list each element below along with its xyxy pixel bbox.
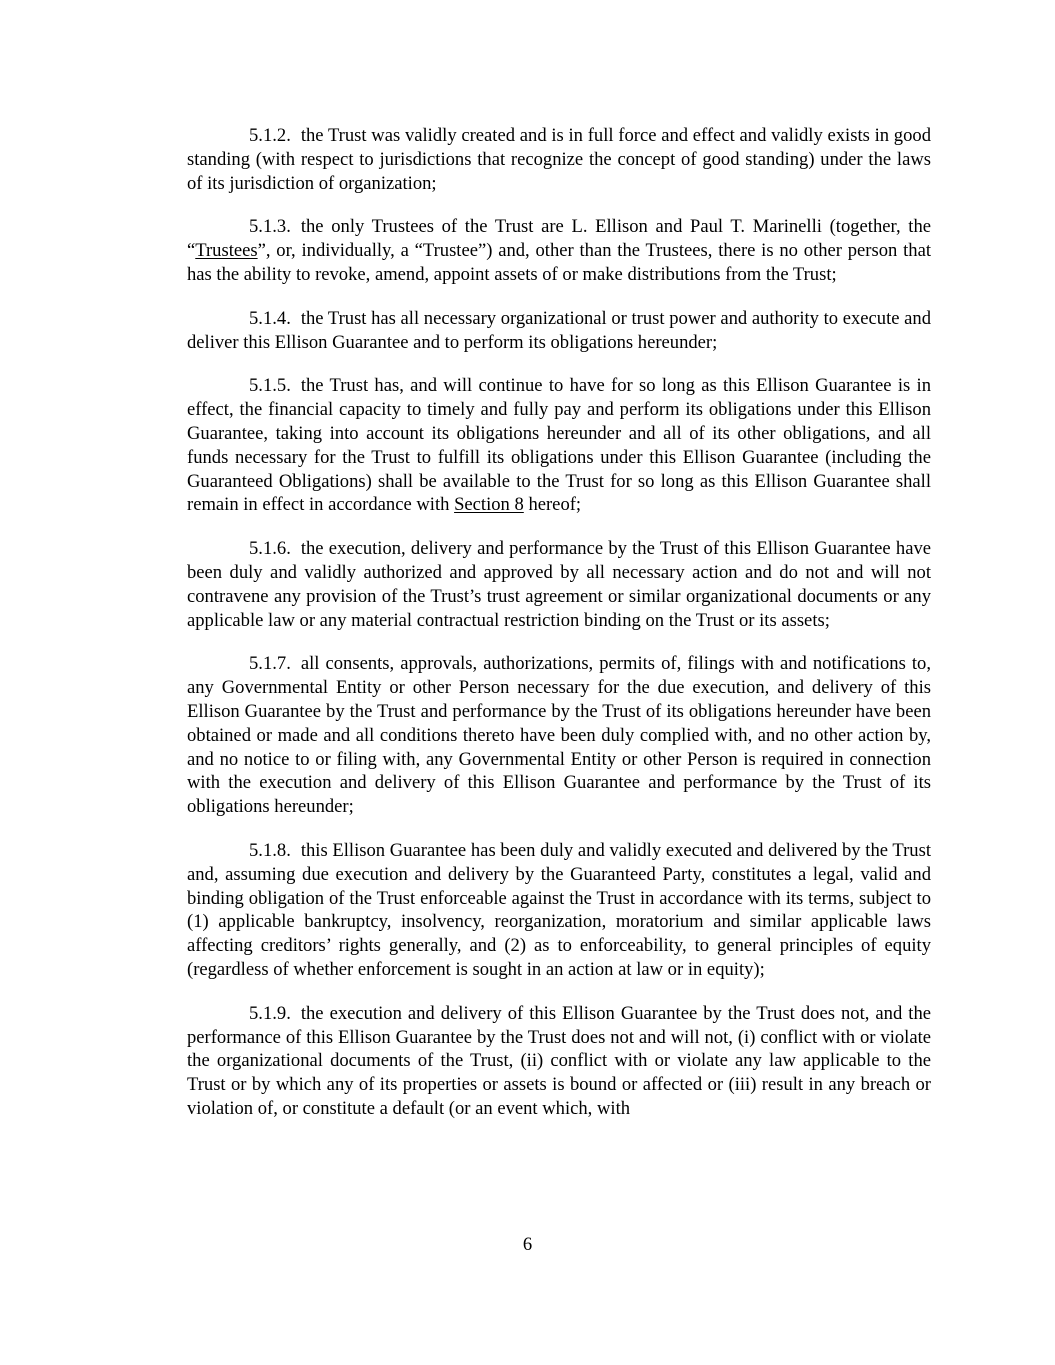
defined-term-trustees: Trustees — [195, 240, 258, 262]
paragraph-text: this Ellison Guarantee has been duly and validly executed and delivered by the Trust and, assuming due execution and delivery by the Guaranteed Party, constitutes a legal, valid and binding obligation of the Trust enforceable against the Trust in accordance with its terms, subject to (1) applicable bankruptcy, insolvency, reorganization, moratorium and similar applicable laws affecting creditors’ rights generally, and (2) as to enforceability, to general principles of equity (regardless of whether enforcement is sought in an action at law or in equity); — [187, 839, 931, 980]
paragraph-5-1-5 — [187, 374, 931, 517]
paragraph-text-cont: ”, or, individually, a “Trustee”) and, other than the Trustees, there is no other person that has the ability to revoke, amend, appoint assets of or make distributions from the Trust; — [187, 240, 931, 285]
paragraph-number: 5.1.6. — [249, 538, 291, 560]
page-number: 6 — [522, 1234, 533, 1255]
paragraph-text: the Trust has, and will continue to have for so long as this Ellison Guarantee is in effect, the financial capacity to timely and fully pay and perform its obligations under this Ellison Guarantee, taking into account its obligations hereunder and all of its other obligations, and all funds necessary for the Trust to fulfill its obligations under this Ellison Guarantee (including the Guaranteed Obligations) shall be available to the Trust for so long as this Ellison Guarantee shall remain in effect in accordance with — [187, 375, 931, 516]
paragraph-text: all consents, approvals, authorizations, permits of, filings with and notifications to, any Governmental Entity or other Person necessary for the due execution, and delivery of this Ellison Guarantee by the Trust and performance by the Trust of its obligations hereunder have been obtained or made and all conditions thereto have been duly complied with, and no other action by, and no notice to or filing with, any Governmental Entity or other Person is required in connection with the execution and delivery of this Ellison Guarantee and performance by the Trust of its obligations hereunder; — [187, 653, 931, 818]
paragraph-number: 5.1.5. — [249, 375, 291, 397]
paragraph-text-cont: hereof; — [523, 494, 582, 516]
paragraph-text: the only Trustees of the Trust are L. Ellison and Paul T. Marinelli (together, the “ — [187, 216, 931, 262]
paragraph-number: 5.1.8. — [249, 839, 291, 861]
paragraph-text: the execution, delivery and performance by the Trust of this Ellison Guarantee have been duly and validly authorized and approved by all necessary action and do not and will not contravene any provision of the Trust’s trust agreement or similar organizational documents or any applicable law or any material contractual restriction binding on the Trust or its assets; — [187, 538, 931, 631]
paragraph-number: 5.1.3. — [249, 216, 291, 238]
paragraph-5-1-6 — [187, 537, 931, 632]
paragraph-5-1-9 — [187, 1002, 931, 1121]
paragraph-number: 5.1.2. — [249, 125, 291, 146]
section-reference: Section 8 — [454, 494, 524, 516]
paragraph-5-1-4 — [187, 307, 931, 355]
paragraph-text: the execution and delivery of this Ellison Guarantee by the Trust does not, and the performance of this Ellison Guarantee by the Trust does not and will not, (i) conflict with or violate the organizational documents of the Trust, (ii) conflict with or violate any law applicable to the Trust or by which any of its properties or assets is bound or affected or (iii) result in any breach or violation of, or constitute a default (or an event which, with — [187, 1002, 931, 1119]
paragraph-5-1-7 — [187, 652, 931, 819]
paragraph-text: the Trust has all necessary organizational or trust power and authority to execute and deliver this Ellison Guarantee and to perform its obligations hereunder; — [187, 307, 931, 353]
paragraph-number: 5.1.7. — [249, 653, 291, 675]
paragraph-5-1-2 — [187, 124, 931, 195]
document-page — [187, 124, 931, 1141]
paragraph-number: 5.1.9. — [249, 1002, 291, 1024]
paragraph-text: the Trust was validly created and is in full force and effect and validly exists in good standing (with respect to jurisdictions that recognize the concept of good standing) under the laws of its jurisdiction of organization; — [187, 125, 931, 194]
paragraph-number: 5.1.4. — [249, 307, 291, 329]
paragraph-5-1-8 — [187, 839, 931, 982]
paragraph-5-1-3 — [187, 215, 931, 286]
